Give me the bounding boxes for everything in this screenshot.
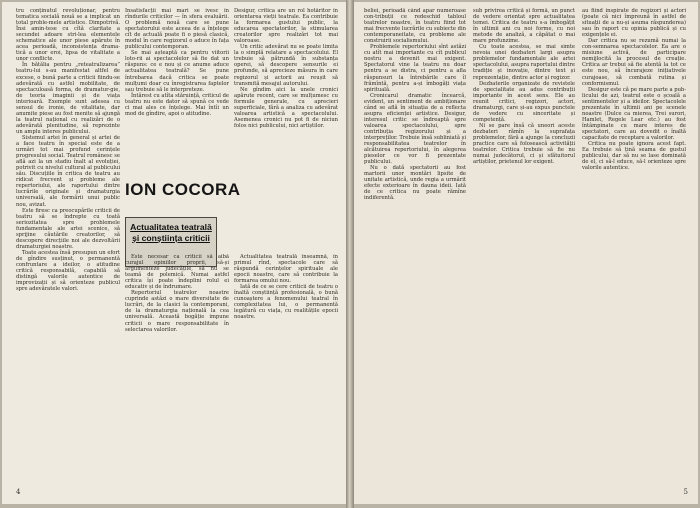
article-header (125, 170, 338, 210)
article-title-line-2: și conștiința criticii (132, 233, 210, 243)
paragraph: Actualitatea teatrală înseamnă, în primul rînd, spectacole care să răspundă cerințelor spirituale ale epocii noastre, care să contribuie la formarea omului nou. (234, 254, 338, 285)
paragraph: Nu o dată spectatorii au fost martorii unor montări lipsite de unitate artistică, unde regia a urmărit efecte exterioare în dauna ideii. Iată de ce critica nu poate rămîne indiferentă. (364, 165, 466, 202)
right-column-1 (364, 8, 466, 492)
paragraph: tru conținutul revoluționar, pentru tematica socială nouă se a implicat un total proble-mele artistice. Dimpotrivă. Însi amin-tese cu cîtă claritate a secundei adoare stri-lea elementele schematice ale unor piese apărute în acea perioadă, inconsistența drama-tică a unor eroi, lipsa de vitalitate a unor conflicte. (16, 8, 120, 63)
paragraph: Dezbaterile organizate de revistele de specialitate au adus contribuții importante în acest sens. Ele au reunit critici, regizori, actori, dramaturgi, care și-au expus punctele de vedere cu sinceritate și competență. (473, 80, 575, 123)
paragraph: Critica nu poate ignora acest fapt. Ea trebuie să țină seama de gustul publicului, dar să nu se lase dominată de el, ci să-l educe, să-l orienteze spre valorile autentice. (582, 141, 686, 172)
paragraph: Repertoriul teatrelor noastre cuprinde astăzi o mare diversitate de lucrări, de la clasici la contemporani, de la dramaturgia națională la cea universală. Această bogăție impune criticii o mare responsabilitate în selectarea valorilor. (125, 290, 229, 333)
left-page (2, 2, 346, 504)
paragraph: Desigur este că pe mare parte a pub-licului de azi, teatrul este o școală a sentimentelor și a ideilor. Spectacolele prezentate în ultimii ani pe scenele noastre (Dulce ca mierea, Trei surori, Hamlet, Regele Lear etc.) au fost întâmpinate cu mare interes de spectatori, care au dovedit o înaltă capacitate de receptare a valorilor. (582, 86, 686, 141)
paragraph: Se mai așteaptă ca pentru viitorii loto-rii ai spectacolelor să fie dat un răspuns: ce e nou și ce anume aduce actualitatea teatrală? Se pune întrebarea dacă critica se poate mulțumi doar cu înregistrarea faptelor sau trebuie să le interpreteze. (125, 50, 229, 93)
paragraph: sub privirea critică și formă, un punct de vedere orientat spre actualitatea temei. Critica de teatru s-a îmbogățit în ultimii ani cu noi forme, cu noi metode de analiză, a căpătat o mai mare profunzime. (473, 8, 575, 45)
left-column-2-lower (125, 254, 229, 492)
paragraph: Este necesar ca criticii să aibă curajul opiniilor proprii, să-și argumenteze judecățile, să nu se teamă de polemică. Numai astfel critica își poate îndeplini rolul ei educativ și de îndrumare. (125, 254, 229, 291)
page-number-left: 4 (16, 488, 21, 496)
paragraph: Problemele repertoriului sînt astăzi cu atît mai importante cu cît publicul nostru a devenit mai exigent. Spectatorul vine la teatru nu doar pentru a se distra, ci pentru a afla răspunsuri la întrebările care îl frămîntă, pentru a-și îmbogăți viața spirituală. (364, 44, 466, 93)
page-number-right: 5 (683, 488, 688, 496)
book-gutter (346, 0, 354, 508)
paragraph: Este firesc ca preocupările criticii de teatru să se îndrepte cu toată seriozitatea spre problemele fundamentale ale artei scenice, să sprijine căutările creatorilor, să descopere direcțiile noi ale dezvoltării dramaturgiei noastre. (16, 207, 120, 250)
right-column-3 (582, 8, 686, 492)
paragraph: Ni se pare însă că uneori aceste dezbateri rămîn la suprafața problemelor, fără a ajunge la concluzii practice care să folosească activității teatrelor. Critica trebuie să fie nu numai judecătorul, ci și sfătuitorul artiștilor, prietenul lor exigent. (473, 122, 575, 166)
paragraph: Dar critica nu se rezumă numai la con-semnarea spectacolelor. Ea are o misiune activă, de participare nemijlocită la procesul de creație. Critica ar trebui să fie atentă la tot ce este nou, să încurajeze inițiativele curajoase, să combată rutina și conformismul. (582, 38, 686, 87)
paragraph: Cronicarul dramatic încearcă, evident, un sentiment de ambiționare când se află în situația de a reflecta asupra eficienței artistice. Desigur, interesul critic se îndreaptă spre valoarea spectacolului, spre contribuția regizorului și a interpreților. Trebuie însă subliniată și responsabilitatea teatrelor în alcătuirea repertoriului, în alegerea pieselor ce vor fi prezentate publicului. (364, 92, 466, 166)
left-column-3-lower (234, 254, 338, 492)
paragraph: Un critic adevărat nu se poate limita la o simplă relatare a spectacolului. El trebuie să pătrundă în substanța operei, să descopere sensurile ei profunde, să aprecieze măsura în care regizorul și actorii au reușit să transmită mesajul autorului. (234, 44, 338, 87)
article-title-line-1: Actualitatea teatrală (130, 222, 212, 232)
left-column-3 (234, 8, 338, 166)
paragraph: au fiind inspirate de regizori și actori (poate că nici împreună în astfel de situații de a nu-și asuma răspunderea) sau în raport cu opinia publică și cu exigențele ei. (582, 8, 686, 39)
paragraph: Desigur, critica are un rol hotărîtor în orientarea vieții teatrale. Ea contribuie la formarea gustului public, la educarea spectatorilor, la stimularea creatorilor spre realizări tot mai valoroase. (234, 8, 338, 45)
author-name: ION COCORA (125, 180, 241, 199)
left-column-1 (16, 8, 120, 492)
paragraph: Insatisfacții mai mari se ivesc în rîndurile criticilor — în sfera evaluării. O problemă nouă care se pune spectatorului este aceea de a înțelege cît de actuală poate fi o piesă clasică, modul în care regizorul o aduce în fața publicului contemporan. (125, 8, 229, 51)
paragraph: În bătălia pentru „reteatralizarea” teatru-lui s-au manifestat altfel de excese, o bună parte a criticii fiindu-se adevărată cu astfel mobilitate, de spectaculoasă forma, de dramatur-gie, de teoria imaginii și de viața interioară. Exemple sunt adesea cu sensul de ironie, de vitalitate, dar anumite piese au fost menite să ajungă la teatrul național cu realizări de o adevărată plenitudine, să reprezinte un amplu interes publicului. (16, 62, 120, 135)
paragraph: Cu toate acestea, se mai simte nevoia unei dezbateri largi asupra problemelor fundamentale ale artei spectacolului, asupra raportului dintre tradiție și inovație, dintre text și reprezentație, dintre actor și regizor. (473, 44, 575, 81)
paragraph: Sistemul artei în general și artei de a face teatru în special este de a urmări tot mai profund cerințele progresului social. Teatrul românesc se află azi la un stadiu înalt al evoluției, potrivit cu nivelul cultural al publicului său. Discuțiile în critica de teatru au ridicat frecvent și probleme ale repertoriului, ale raportului dintre lucrările originale și dramaturgia universală, ale formării unui public nou, avizat. (16, 134, 120, 208)
paragraph: Ne gîndim aici la unele cronici apărute recent, care se mulțumesc cu formule generale, cu aprecieri superficiale, fără a analiza cu adevărat valoarea artistică a spectacolului. Asemenea cronici nu pot fi de niciun folos nici publicului, nici artiștilor. (234, 86, 338, 129)
left-column-2 (125, 8, 229, 166)
paragraph: Iată de ce se cere criticii de teatru o înaltă conștiință profesională, o bună cunoaștere a fenomenului teatral în complexitatea lui, o permanentă legătură cu viața, cu realitățile epocii noastre. (234, 284, 338, 321)
right-column-2 (473, 8, 575, 492)
paragraph: Întărest cu atîta stăruință, criticul de teatru nu este dator să spună ce vede ci mai ales ce înțelege. Mai întîi un mod de gîndire, apoi o atitudine. (125, 92, 229, 117)
right-page (354, 2, 698, 504)
paragraph: Toate acestea însă presupun un efort de gîndire susținut, o permanentă confruntare a ideilor, o atitudine critică responsabilă, capabilă să distingă valorile autentice de improvizații și să orienteze publicul spre adevăratele valori. (16, 249, 120, 293)
paragraph: beliei, perioadă când apar numeroase con-tribuții ce redeschid tabloul teatrelor noastre, în teatru fiind tot mai frecvente lucrările cu subiecte din contemporaneitate, cu probleme ale construirii socialismului. (364, 8, 466, 45)
